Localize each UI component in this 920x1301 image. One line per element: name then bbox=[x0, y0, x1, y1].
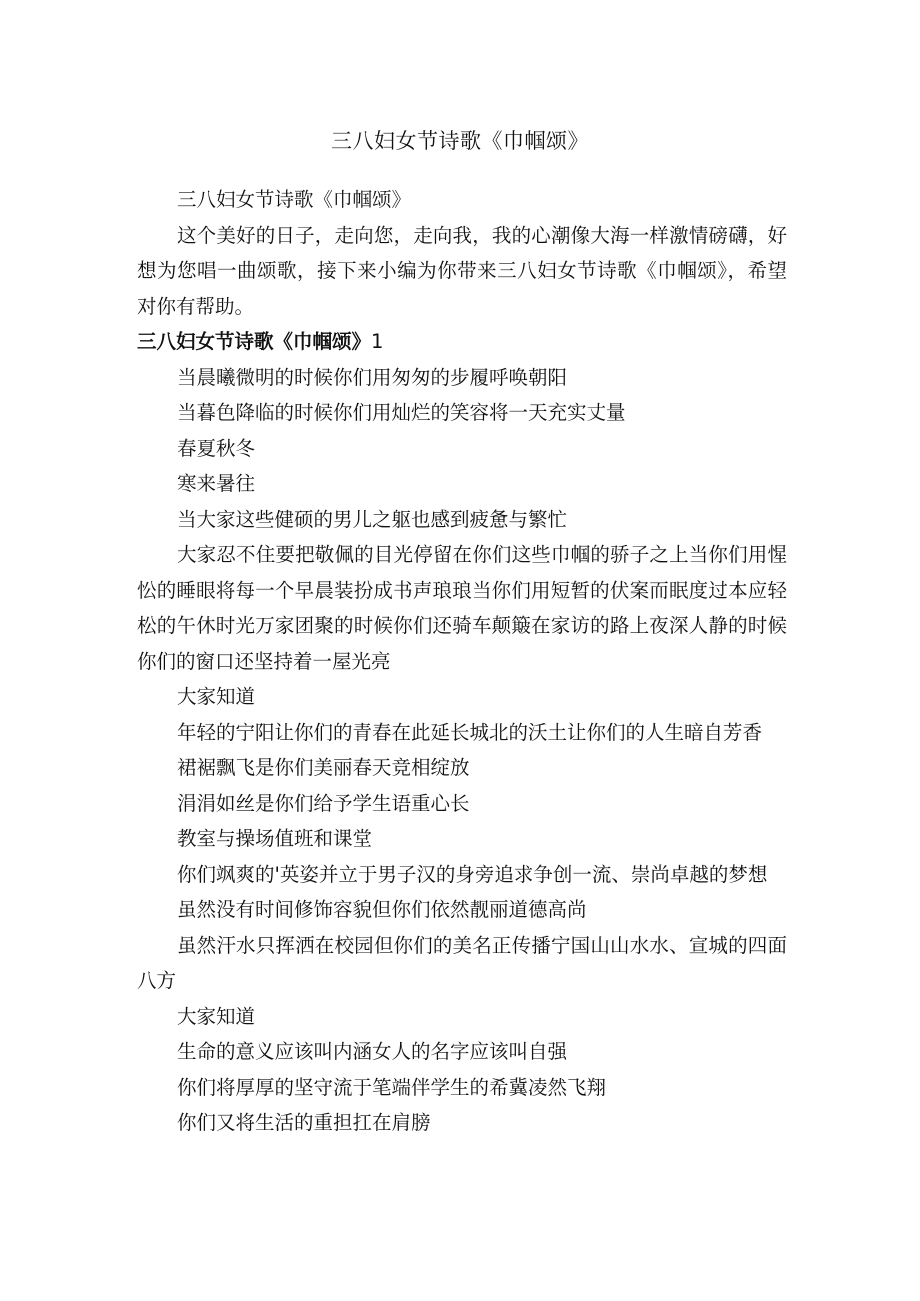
poem-line: 春夏秋冬 bbox=[177, 436, 256, 460]
section-number: 1 bbox=[371, 330, 384, 353]
poem-line: 生命的意义应该叫内涵女人的名字应该叫自强 bbox=[177, 1040, 568, 1063]
poem-line: 裙裾飘飞是你们美丽春天竞相绽放 bbox=[177, 756, 470, 779]
poem-line: 虽然汗水只挥洒在校园但你们的美名正传播宁国山山水水、宣城的四面八方 bbox=[137, 933, 787, 992]
poem-line: 你们飒爽的'英姿并立于男子汉的身旁追求争创一流、崇尚卓越的梦想 bbox=[177, 862, 768, 886]
poem-line: 大家知道 bbox=[177, 1004, 256, 1028]
poem-line: 当暮色降临的时候你们用灿烂的笑容将一天充实丈量 bbox=[177, 401, 626, 424]
section-heading-text: 三八妇女节诗歌《巾帼颂》 bbox=[137, 330, 372, 353]
poem-line: 年轻的宁阳让你们的青春在此延长城北的沃土让你们的人生暗自芳香 bbox=[177, 720, 763, 744]
poem-line: 教室与操场值班和课堂 bbox=[177, 827, 373, 850]
poem-line: 你们将厚厚的坚守流于笔端伴学生的希冀凌然飞翔 bbox=[177, 1075, 607, 1099]
document-title: 三八妇女节诗歌《巾帼颂》 bbox=[331, 129, 589, 153]
poem-line: 虽然没有时间修饰容貌但你们依然靓丽道德高尚 bbox=[177, 898, 587, 921]
poem-line: 寒来暑往 bbox=[177, 472, 256, 495]
poem-line: 涓涓如丝是你们给予学生语重心长 bbox=[177, 791, 470, 815]
section-heading bbox=[137, 324, 787, 360]
intro-paragraph: 这个美好的日子，走向您，走向我，我的心潮像大海一样激情磅礴，好想为您唱一曲颂歌，接下来小编为你带来三八妇女节诗歌《巾帼颂》，希望对你有帮助。 bbox=[137, 223, 787, 318]
poem-line: 当晨曦微明的时候你们用匆匆的步履呼唤朝阳 bbox=[177, 365, 568, 389]
poem-line: 当大家这些健硕的男儿之躯也感到疲惫与繁忙 bbox=[177, 507, 568, 531]
document-body bbox=[137, 182, 787, 1141]
poem-paragraph: 大家忍不住要把敬佩的目光停留在你们这些巾帼的骄子之上当你们用惺忪的睡眼将每一个早晨装扮成书声琅琅当你们用短暂的伏案而眠度过本应轻松的午休时光万家团聚的时候你们还骑车颠簸在家访的路上夜深人静的时候你们的窗口还坚持着一屋光亮 bbox=[137, 543, 787, 673]
intro-title-line: 三八妇女节诗歌《巾帼颂》 bbox=[177, 188, 412, 211]
poem-line: 大家知道 bbox=[177, 685, 256, 708]
poem-line: 你们又将生活的重担扛在肩膀 bbox=[177, 1111, 431, 1134]
